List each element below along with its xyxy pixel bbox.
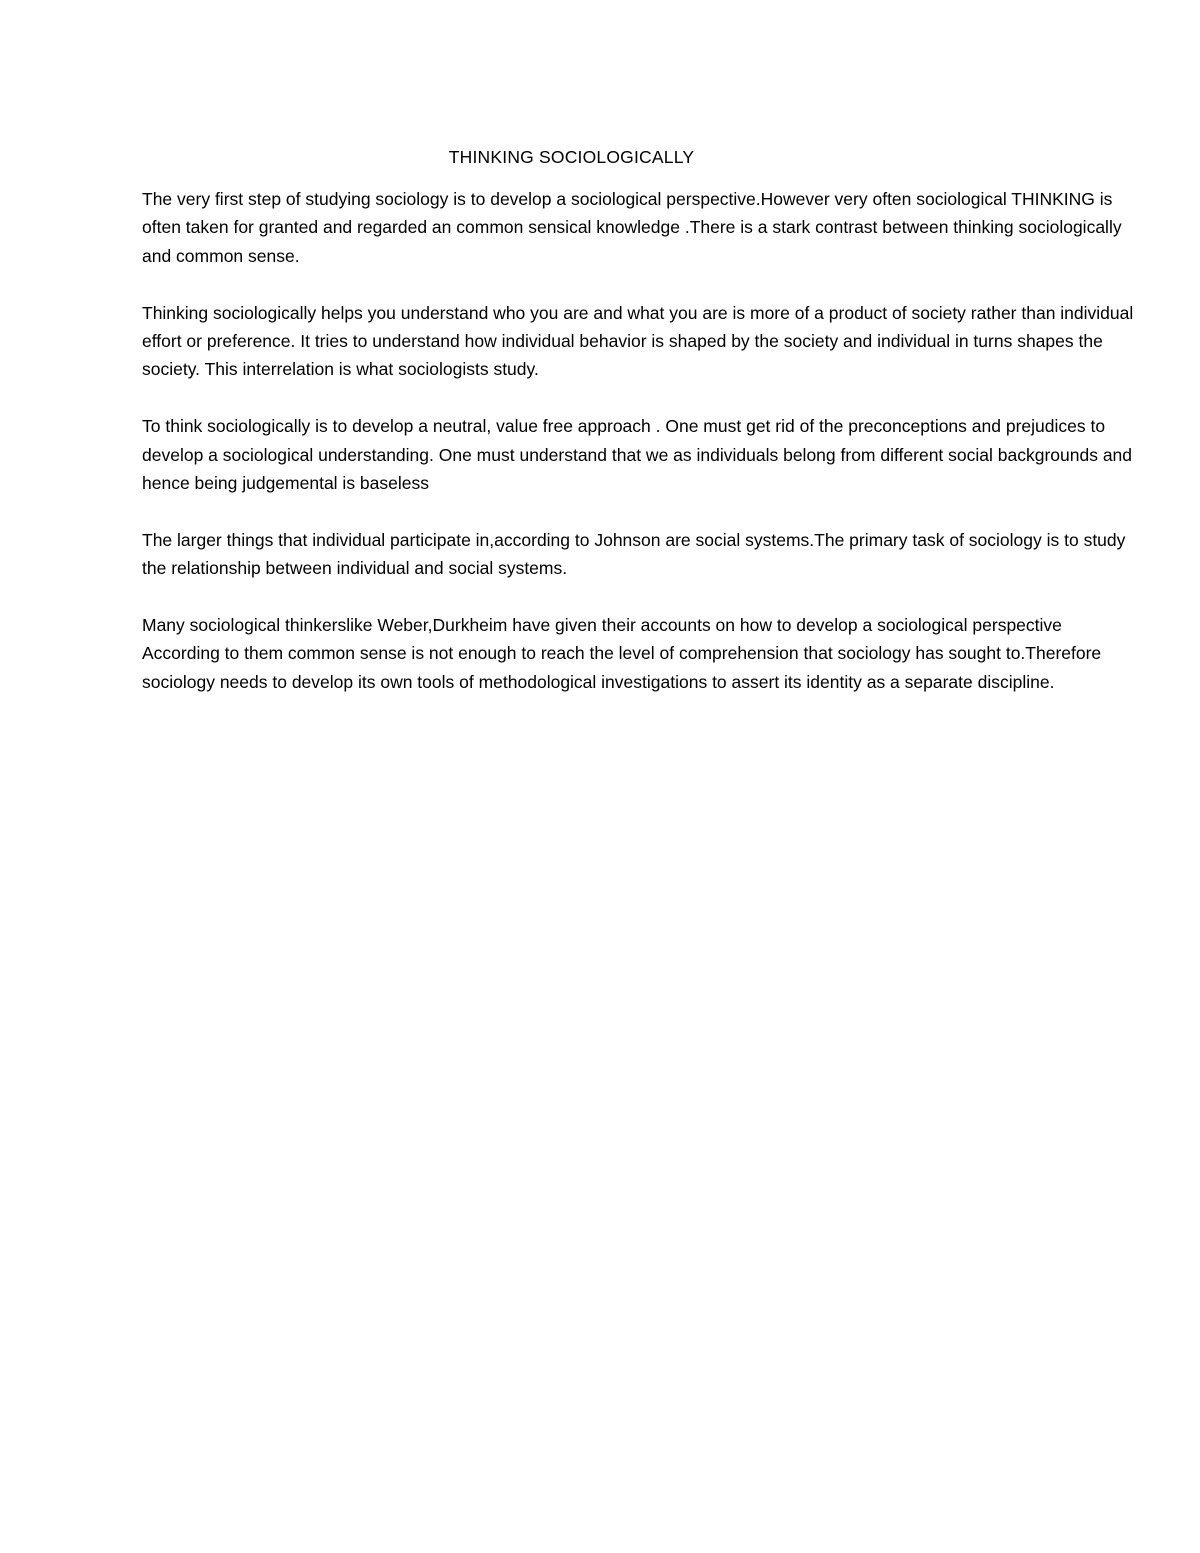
paragraph-sociological-thinkers: Many sociological thinkerslike Weber,Durkheim have given their accounts on how to develop a sociological perspective	[142, 615, 1062, 636]
paragraph-common-sense: According to them common sense is not enough to reach the level of comprehension that sociology has sought to.Therefore sociology needs to develop its own tools of methodological investigations to assert its identity as a separate discipline.	[142, 643, 1102, 692]
paragraph-product-of-society: Thinking sociologically helps you understand who you are and what you are is more of a product of society rather than individual effort or preference. It tries to understand how individual behavior is shaped by the society and individual in turns shapes the society. This interrelation is what sociologists study.	[142, 302, 1134, 380]
paragraph-sociological-perspective: The very first step of studying sociology is to develop a sociological perspective.However very often sociological THINKING is often taken for granted and regarded an common sensical knowledge .There is a stark contrast between thinking sociologically and common sense.	[142, 189, 1122, 266]
document-body	[142, 185, 1142, 725]
paragraph-value-free-approach: To think sociologically is to develop a neutral, value free approach . One must get rid of the preconceptions and prejudices to develop a sociological understanding. One must understand that we as individuals belong from different social backgrounds and hence being judgemental is baseless	[142, 416, 1133, 494]
paragraph-social-systems: The larger things that individual participate in,according to Johnson are social systems.The primary task of sociology is to study the relationship between individual and social systems.	[142, 529, 1126, 579]
document-title: THINKING SOCIOLOGICALLY	[448, 147, 695, 167]
